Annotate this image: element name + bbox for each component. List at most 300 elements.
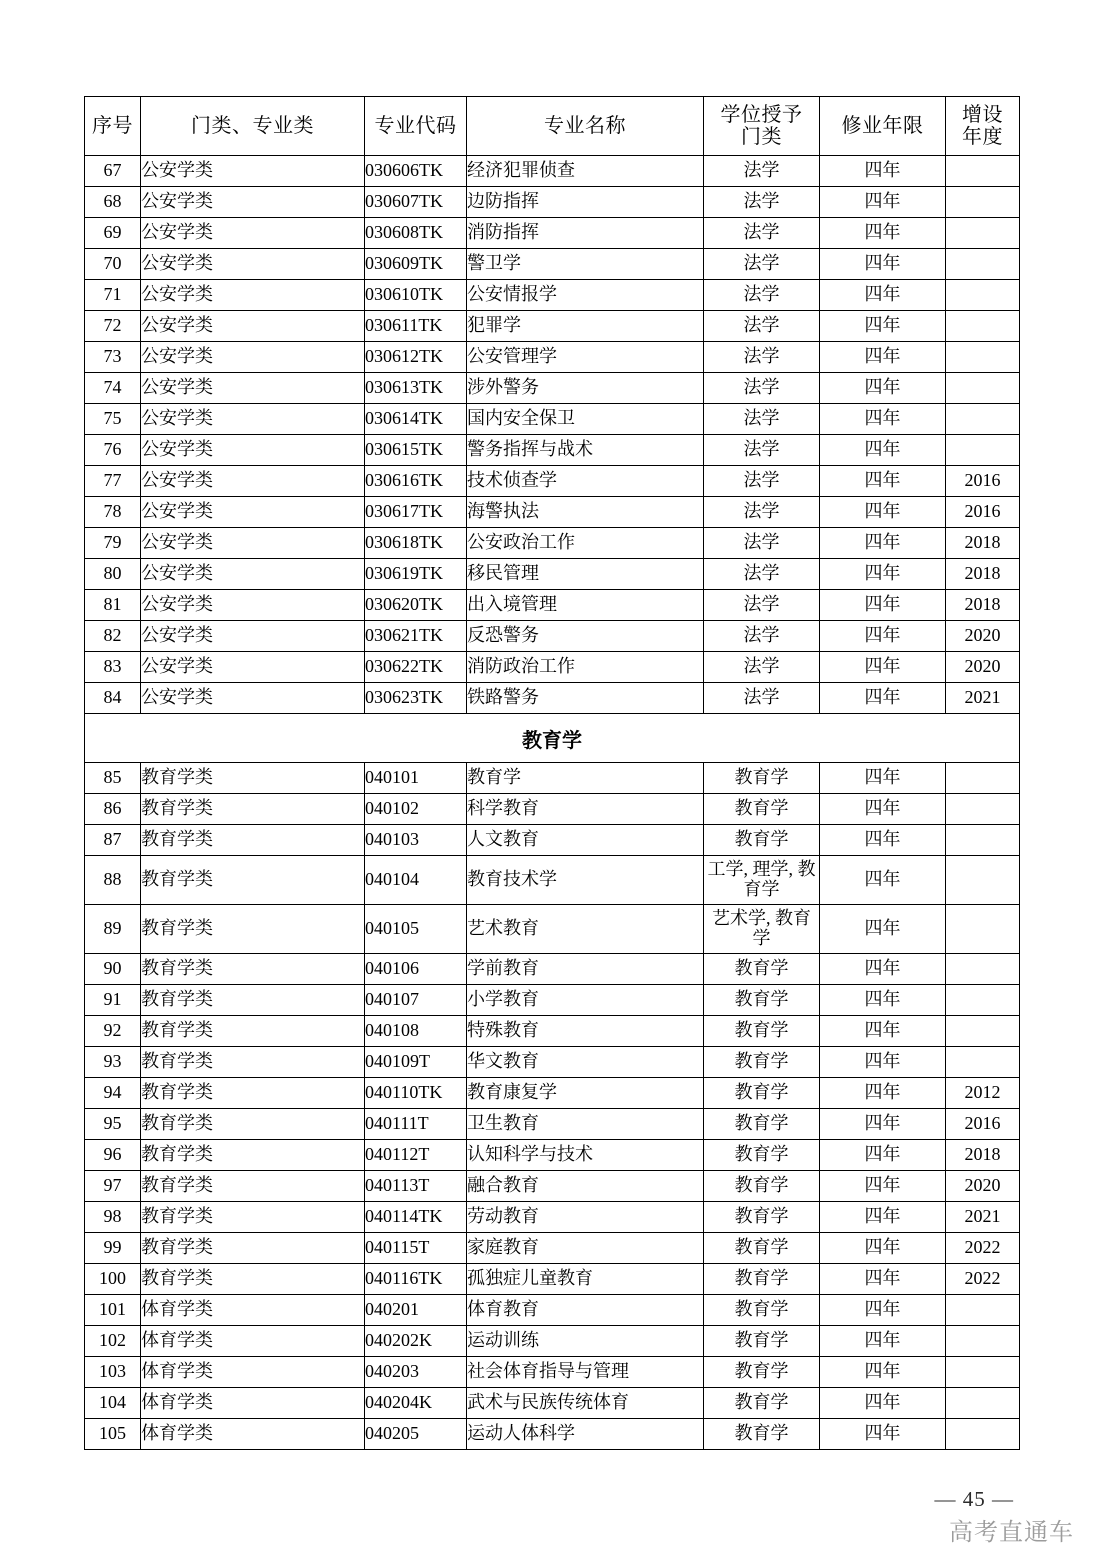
page-number: — 45 —	[934, 1487, 1014, 1511]
cell-degree-category: 教育学	[704, 1357, 820, 1388]
cell-major-code: 030616TK	[365, 466, 467, 497]
cell-category: 教育学类	[141, 825, 365, 856]
cell-sequence: 101	[85, 1295, 141, 1326]
table-row	[85, 683, 1020, 714]
cell-major-code: 040204K	[365, 1388, 467, 1419]
cell-sequence: 102	[85, 1326, 141, 1357]
cell-study-duration: 四年	[820, 311, 946, 342]
cell-year-added	[946, 794, 1020, 825]
cell-year-added: 2020	[946, 621, 1020, 652]
table-row	[85, 1016, 1020, 1047]
cell-study-duration: 四年	[820, 1388, 946, 1419]
cell-category: 教育学类	[141, 954, 365, 985]
cell-category: 公安学类	[141, 218, 365, 249]
cell-degree-category: 教育学	[704, 763, 820, 794]
cell-year-added	[946, 435, 1020, 466]
cell-category: 教育学类	[141, 794, 365, 825]
cell-category: 教育学类	[141, 1109, 365, 1140]
cell-sequence: 89	[85, 905, 141, 954]
cell-sequence: 98	[85, 1202, 141, 1233]
cell-category: 公安学类	[141, 528, 365, 559]
cell-degree-category: 工学, 理学, 教育学	[704, 856, 820, 905]
cell-study-duration: 四年	[820, 1419, 946, 1450]
cell-year-added: 2016	[946, 497, 1020, 528]
cell-major-code: 040107	[365, 985, 467, 1016]
cell-category: 教育学类	[141, 856, 365, 905]
cell-major-code: 030609TK	[365, 249, 467, 280]
table-row	[85, 528, 1020, 559]
cell-sequence: 92	[85, 1016, 141, 1047]
cell-major-code: 030618TK	[365, 528, 467, 559]
cell-category: 教育学类	[141, 1140, 365, 1171]
cell-major-name: 体育教育	[467, 1295, 704, 1326]
cell-sequence: 100	[85, 1264, 141, 1295]
cell-major-code: 040105	[365, 905, 467, 954]
cell-sequence: 75	[85, 404, 141, 435]
cell-study-duration: 四年	[820, 528, 946, 559]
cell-major-name: 公安政治工作	[467, 528, 704, 559]
cell-study-duration: 四年	[820, 825, 946, 856]
cell-degree-category: 教育学	[704, 1078, 820, 1109]
cell-sequence: 83	[85, 652, 141, 683]
cell-major-name: 反恐警务	[467, 621, 704, 652]
cell-sequence: 95	[85, 1109, 141, 1140]
cell-year-added	[946, 763, 1020, 794]
cell-year-added: 2018	[946, 1140, 1020, 1171]
cell-category: 教育学类	[141, 1171, 365, 1202]
cell-year-added	[946, 249, 1020, 280]
cell-study-duration: 四年	[820, 1078, 946, 1109]
cell-degree-category: 教育学	[704, 825, 820, 856]
cell-major-code: 030617TK	[365, 497, 467, 528]
cell-major-name: 经济犯罪侦查	[467, 156, 704, 187]
cell-year-added	[946, 1016, 1020, 1047]
cell-category: 公安学类	[141, 187, 365, 218]
table-row	[85, 1047, 1020, 1078]
cell-major-name: 国内安全保卫	[467, 404, 704, 435]
cell-major-code: 030623TK	[365, 683, 467, 714]
cell-degree-category: 教育学	[704, 985, 820, 1016]
cell-sequence: 105	[85, 1419, 141, 1450]
cell-year-added: 2021	[946, 1202, 1020, 1233]
cell-degree-category: 法学	[704, 528, 820, 559]
cell-study-duration: 四年	[820, 156, 946, 187]
cell-study-duration: 四年	[820, 1295, 946, 1326]
cell-category: 教育学类	[141, 905, 365, 954]
cell-sequence: 93	[85, 1047, 141, 1078]
cell-category: 公安学类	[141, 342, 365, 373]
cell-major-code: 030608TK	[365, 218, 467, 249]
cell-degree-category: 教育学	[704, 1326, 820, 1357]
cell-year-added: 2022	[946, 1264, 1020, 1295]
table-row	[85, 156, 1020, 187]
cell-major-code: 040112T	[365, 1140, 467, 1171]
cell-category: 公安学类	[141, 621, 365, 652]
cell-major-code: 030620TK	[365, 590, 467, 621]
cell-year-added	[946, 1419, 1020, 1450]
cell-category: 公安学类	[141, 249, 365, 280]
cell-year-added	[946, 825, 1020, 856]
cell-major-code: 040115T	[365, 1233, 467, 1264]
cell-year-added: 2016	[946, 1109, 1020, 1140]
cell-major-code: 040205	[365, 1419, 467, 1450]
cell-category: 体育学类	[141, 1419, 365, 1450]
degree-header-line-1: 学位授予	[720, 103, 803, 126]
table-row	[85, 249, 1020, 280]
cell-year-added	[946, 905, 1020, 954]
cell-major-code: 030622TK	[365, 652, 467, 683]
cell-degree-category: 教育学	[704, 1140, 820, 1171]
cell-major-name: 教育学	[467, 763, 704, 794]
cell-major-name: 运动人体科学	[467, 1419, 704, 1450]
cell-category: 公安学类	[141, 373, 365, 404]
cell-year-added	[946, 404, 1020, 435]
cell-study-duration: 四年	[820, 1357, 946, 1388]
cell-major-name: 科学教育	[467, 794, 704, 825]
cell-year-added	[946, 373, 1020, 404]
cell-degree-category: 教育学	[704, 794, 820, 825]
table-row	[85, 497, 1020, 528]
cell-year-added: 2020	[946, 1171, 1020, 1202]
cell-major-name: 公安情报学	[467, 280, 704, 311]
cell-major-code: 030606TK	[365, 156, 467, 187]
cell-major-code: 040113T	[365, 1171, 467, 1202]
cell-degree-category: 法学	[704, 466, 820, 497]
cell-major-name: 小学教育	[467, 985, 704, 1016]
cell-sequence: 77	[85, 466, 141, 497]
section-header-row	[85, 714, 1020, 763]
cell-year-added	[946, 156, 1020, 187]
cell-major-name: 卫生教育	[467, 1109, 704, 1140]
cell-year-added	[946, 311, 1020, 342]
cell-year-added	[946, 187, 1020, 218]
watermark: 高考直通车	[949, 1519, 1074, 1546]
cell-major-code: 030612TK	[365, 342, 467, 373]
cell-major-name: 人文教育	[467, 825, 704, 856]
cell-study-duration: 四年	[820, 954, 946, 985]
cell-category: 公安学类	[141, 466, 365, 497]
cell-sequence: 84	[85, 683, 141, 714]
cell-study-duration: 四年	[820, 856, 946, 905]
cell-degree-category: 法学	[704, 497, 820, 528]
cell-year-added: 2018	[946, 528, 1020, 559]
table-row	[85, 985, 1020, 1016]
cell-major-name: 教育康复学	[467, 1078, 704, 1109]
cell-major-code: 040102	[365, 794, 467, 825]
cell-degree-category: 教育学	[704, 1171, 820, 1202]
cell-degree-category: 法学	[704, 435, 820, 466]
cell-year-added	[946, 985, 1020, 1016]
cell-major-code: 040108	[365, 1016, 467, 1047]
cell-major-name: 社会体育指导与管理	[467, 1357, 704, 1388]
cell-major-name: 特殊教育	[467, 1016, 704, 1047]
table-row	[85, 1078, 1020, 1109]
cell-category: 教育学类	[141, 1233, 365, 1264]
cell-year-added	[946, 342, 1020, 373]
cell-degree-category: 法学	[704, 311, 820, 342]
cell-category: 教育学类	[141, 1264, 365, 1295]
added-header-line-1: 增设	[962, 103, 1003, 126]
column-header-category: 门类、专业类	[141, 97, 365, 156]
cell-category: 公安学类	[141, 435, 365, 466]
table-row	[85, 954, 1020, 985]
cell-degree-category: 法学	[704, 559, 820, 590]
cell-major-code: 040114TK	[365, 1202, 467, 1233]
cell-major-name: 武术与民族传统体育	[467, 1388, 704, 1419]
cell-degree-category: 法学	[704, 590, 820, 621]
column-header-year-added	[946, 97, 1020, 156]
cell-category: 公安学类	[141, 280, 365, 311]
cell-year-added: 2016	[946, 466, 1020, 497]
cell-category: 体育学类	[141, 1357, 365, 1388]
cell-major-name: 家庭教育	[467, 1233, 704, 1264]
cell-sequence: 99	[85, 1233, 141, 1264]
table-row	[85, 1171, 1020, 1202]
cell-study-duration: 四年	[820, 404, 946, 435]
cell-major-name: 警务指挥与战术	[467, 435, 704, 466]
cell-category: 公安学类	[141, 652, 365, 683]
cell-study-duration: 四年	[820, 280, 946, 311]
cell-study-duration: 四年	[820, 218, 946, 249]
cell-study-duration: 四年	[820, 466, 946, 497]
cell-category: 教育学类	[141, 1047, 365, 1078]
cell-study-duration: 四年	[820, 794, 946, 825]
table-row	[85, 905, 1020, 954]
table-row	[85, 187, 1020, 218]
cell-major-code: 040103	[365, 825, 467, 856]
cell-major-name: 孤独症儿童教育	[467, 1264, 704, 1295]
added-header-line-2: 年度	[962, 126, 1003, 148]
cell-sequence: 97	[85, 1171, 141, 1202]
degree-header-line-2: 门类	[741, 126, 782, 148]
undergraduate-majors-table	[84, 96, 1020, 1450]
cell-study-duration: 四年	[820, 373, 946, 404]
cell-major-name: 融合教育	[467, 1171, 704, 1202]
cell-sequence: 86	[85, 794, 141, 825]
cell-year-added: 2021	[946, 683, 1020, 714]
table-row	[85, 404, 1020, 435]
cell-major-name: 涉外警务	[467, 373, 704, 404]
table-header	[85, 97, 1020, 156]
table-row	[85, 794, 1020, 825]
cell-study-duration: 四年	[820, 497, 946, 528]
cell-study-duration: 四年	[820, 683, 946, 714]
cell-sequence: 76	[85, 435, 141, 466]
cell-degree-category: 法学	[704, 187, 820, 218]
cell-year-added	[946, 954, 1020, 985]
cell-category: 体育学类	[141, 1295, 365, 1326]
table-row	[85, 1233, 1020, 1264]
cell-major-code: 030615TK	[365, 435, 467, 466]
cell-major-code: 030621TK	[365, 621, 467, 652]
cell-category: 教育学类	[141, 1202, 365, 1233]
cell-degree-category: 法学	[704, 156, 820, 187]
cell-sequence: 69	[85, 218, 141, 249]
cell-study-duration: 四年	[820, 1047, 946, 1078]
cell-year-added	[946, 280, 1020, 311]
cell-major-name: 认知科学与技术	[467, 1140, 704, 1171]
cell-study-duration: 四年	[820, 435, 946, 466]
cell-study-duration: 四年	[820, 342, 946, 373]
cell-study-duration: 四年	[820, 1202, 946, 1233]
cell-year-added: 2012	[946, 1078, 1020, 1109]
cell-study-duration: 四年	[820, 1140, 946, 1171]
cell-year-added	[946, 218, 1020, 249]
cell-category: 公安学类	[141, 559, 365, 590]
cell-major-code: 040110TK	[365, 1078, 467, 1109]
section-title: 教育学	[85, 714, 1020, 763]
cell-major-name: 运动训练	[467, 1326, 704, 1357]
cell-degree-category: 教育学	[704, 1264, 820, 1295]
cell-study-duration: 四年	[820, 1264, 946, 1295]
cell-degree-category: 法学	[704, 342, 820, 373]
table-row	[85, 652, 1020, 683]
column-header-major-code: 专业代码	[365, 97, 467, 156]
cell-year-added	[946, 856, 1020, 905]
table-row	[85, 1109, 1020, 1140]
cell-category: 体育学类	[141, 1326, 365, 1357]
cell-category: 教育学类	[141, 763, 365, 794]
cell-sequence: 81	[85, 590, 141, 621]
cell-sequence: 68	[85, 187, 141, 218]
table-row	[85, 1419, 1020, 1450]
cell-major-code: 040202K	[365, 1326, 467, 1357]
cell-sequence: 103	[85, 1357, 141, 1388]
cell-study-duration: 四年	[820, 187, 946, 218]
cell-year-added	[946, 1295, 1020, 1326]
cell-degree-category: 教育学	[704, 1419, 820, 1450]
cell-category: 公安学类	[141, 590, 365, 621]
cell-year-added: 2020	[946, 652, 1020, 683]
cell-sequence: 78	[85, 497, 141, 528]
table-row	[85, 373, 1020, 404]
cell-major-code: 030619TK	[365, 559, 467, 590]
cell-sequence: 70	[85, 249, 141, 280]
cell-major-name: 公安管理学	[467, 342, 704, 373]
cell-degree-category: 教育学	[704, 1109, 820, 1140]
cell-major-name: 技术侦查学	[467, 466, 704, 497]
cell-study-duration: 四年	[820, 621, 946, 652]
cell-degree-category: 法学	[704, 621, 820, 652]
table-row	[85, 856, 1020, 905]
cell-year-added	[946, 1388, 1020, 1419]
cell-study-duration: 四年	[820, 1016, 946, 1047]
cell-major-code: 040116TK	[365, 1264, 467, 1295]
cell-degree-category: 法学	[704, 373, 820, 404]
cell-year-added	[946, 1047, 1020, 1078]
cell-major-code: 040104	[365, 856, 467, 905]
table-row	[85, 1264, 1020, 1295]
cell-degree-category: 法学	[704, 404, 820, 435]
cell-sequence: 85	[85, 763, 141, 794]
cell-degree-category: 教育学	[704, 954, 820, 985]
cell-study-duration: 四年	[820, 559, 946, 590]
cell-major-code: 040106	[365, 954, 467, 985]
cell-degree-category: 法学	[704, 652, 820, 683]
cell-degree-category: 法学	[704, 683, 820, 714]
cell-sequence: 91	[85, 985, 141, 1016]
cell-sequence: 90	[85, 954, 141, 985]
cell-major-code: 040201	[365, 1295, 467, 1326]
table-row	[85, 559, 1020, 590]
cell-category: 体育学类	[141, 1388, 365, 1419]
cell-category: 公安学类	[141, 497, 365, 528]
cell-study-duration: 四年	[820, 985, 946, 1016]
cell-sequence: 104	[85, 1388, 141, 1419]
cell-sequence: 72	[85, 311, 141, 342]
cell-major-code: 030614TK	[365, 404, 467, 435]
header-row	[85, 97, 1020, 156]
table-row	[85, 1140, 1020, 1171]
cell-category: 教育学类	[141, 1078, 365, 1109]
table-row	[85, 763, 1020, 794]
cell-sequence: 82	[85, 621, 141, 652]
cell-major-code: 030610TK	[365, 280, 467, 311]
table-row	[85, 1388, 1020, 1419]
cell-study-duration: 四年	[820, 652, 946, 683]
cell-major-code: 030613TK	[365, 373, 467, 404]
cell-major-code: 030611TK	[365, 311, 467, 342]
table-row	[85, 466, 1020, 497]
cell-sequence: 80	[85, 559, 141, 590]
column-header-major-name: 专业名称	[467, 97, 704, 156]
cell-study-duration: 四年	[820, 763, 946, 794]
cell-major-code: 040203	[365, 1357, 467, 1388]
cell-major-name: 海警执法	[467, 497, 704, 528]
cell-degree-category: 法学	[704, 280, 820, 311]
cell-degree-category: 艺术学, 教育学	[704, 905, 820, 954]
cell-category: 教育学类	[141, 1016, 365, 1047]
cell-category: 公安学类	[141, 404, 365, 435]
cell-degree-category: 法学	[704, 218, 820, 249]
cell-category: 公安学类	[141, 156, 365, 187]
table-row	[85, 435, 1020, 466]
table-row	[85, 218, 1020, 249]
table-row	[85, 1202, 1020, 1233]
cell-degree-category: 教育学	[704, 1388, 820, 1419]
cell-major-name: 消防指挥	[467, 218, 704, 249]
column-header-study-duration: 修业年限	[820, 97, 946, 156]
table-row	[85, 1326, 1020, 1357]
cell-major-code: 040111T	[365, 1109, 467, 1140]
cell-major-name: 移民管理	[467, 559, 704, 590]
cell-year-added	[946, 1326, 1020, 1357]
cell-major-name: 劳动教育	[467, 1202, 704, 1233]
cell-sequence: 88	[85, 856, 141, 905]
cell-major-code: 040109T	[365, 1047, 467, 1078]
table-row	[85, 280, 1020, 311]
cell-year-added: 2022	[946, 1233, 1020, 1264]
cell-degree-category: 教育学	[704, 1233, 820, 1264]
table-row	[85, 1295, 1020, 1326]
cell-major-name: 边防指挥	[467, 187, 704, 218]
table-row	[85, 311, 1020, 342]
cell-study-duration: 四年	[820, 1326, 946, 1357]
cell-sequence: 67	[85, 156, 141, 187]
cell-sequence: 71	[85, 280, 141, 311]
table-row	[85, 1357, 1020, 1388]
cell-category: 教育学类	[141, 985, 365, 1016]
table-body	[85, 156, 1020, 1450]
cell-degree-category: 教育学	[704, 1047, 820, 1078]
cell-major-name: 铁路警务	[467, 683, 704, 714]
cell-major-name: 华文教育	[467, 1047, 704, 1078]
cell-degree-category: 教育学	[704, 1202, 820, 1233]
cell-degree-category: 教育学	[704, 1016, 820, 1047]
cell-major-name: 学前教育	[467, 954, 704, 985]
cell-study-duration: 四年	[820, 905, 946, 954]
cell-study-duration: 四年	[820, 249, 946, 280]
